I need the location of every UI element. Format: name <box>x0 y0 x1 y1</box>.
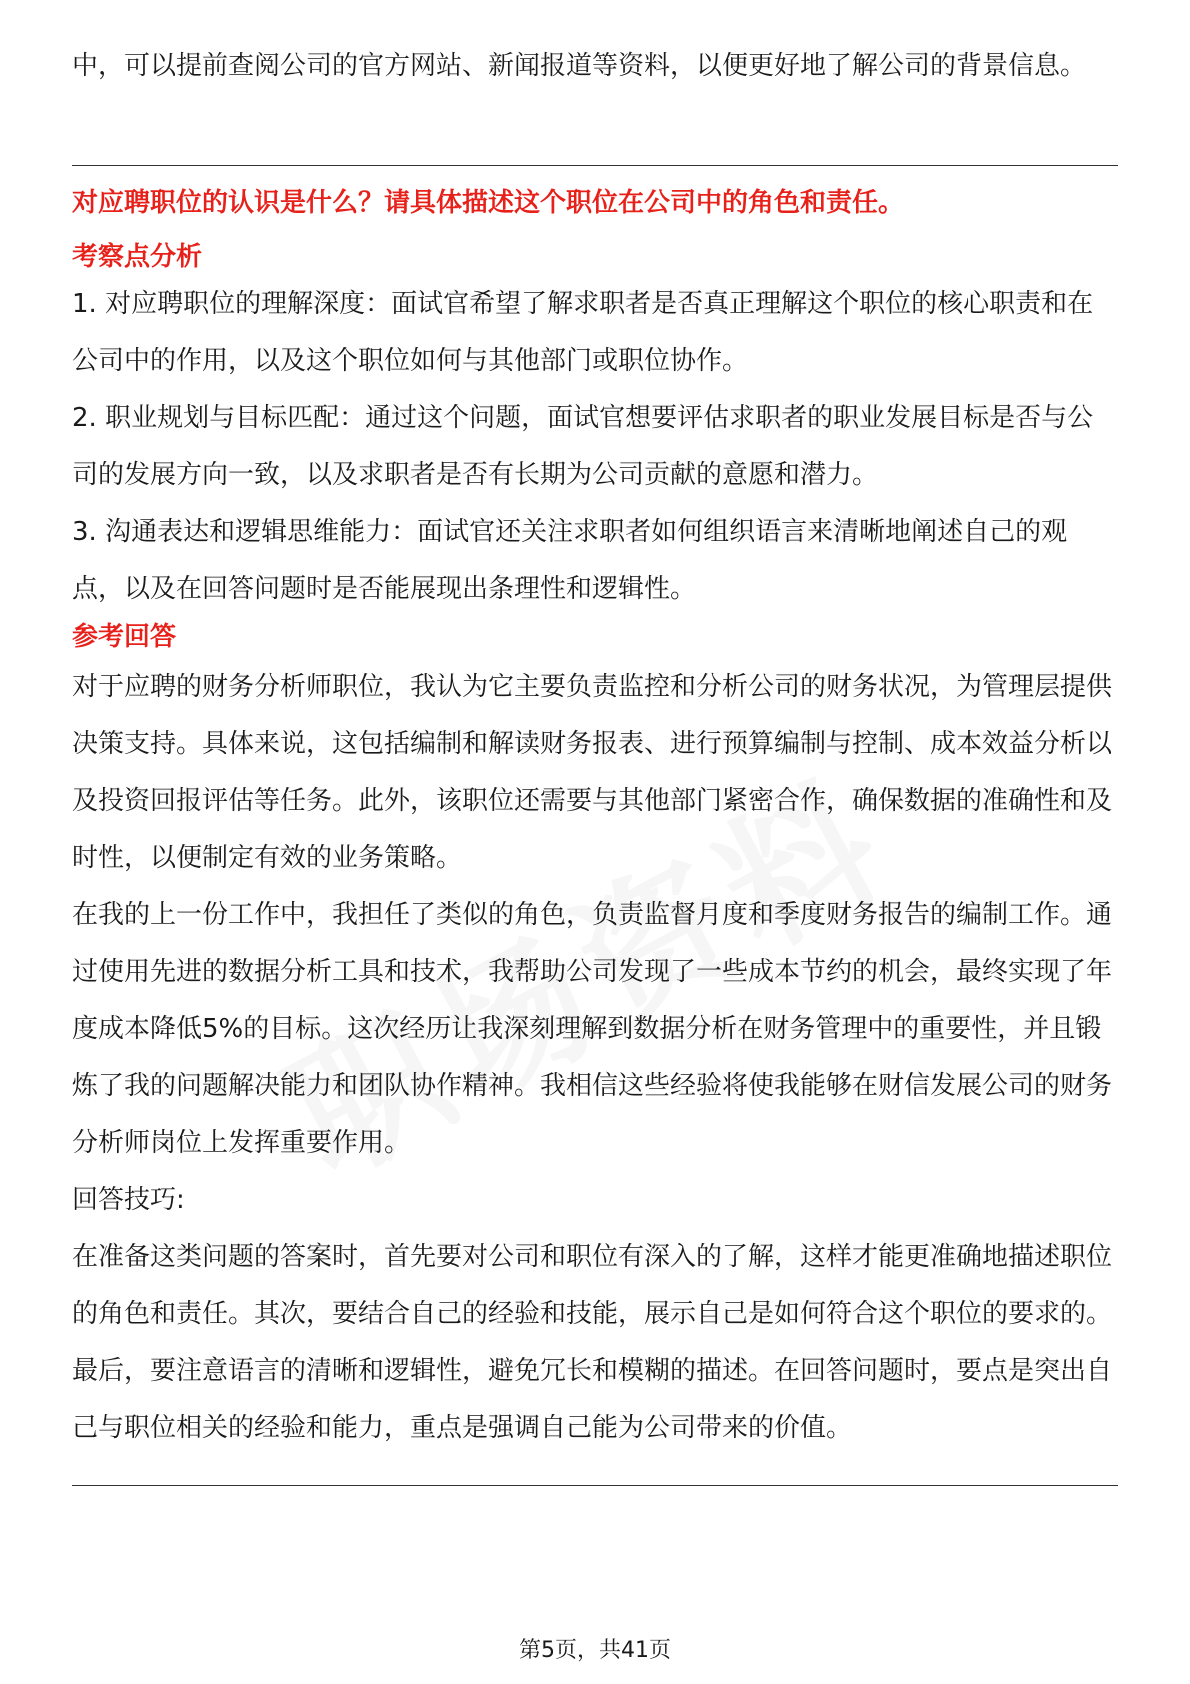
tips-text: 在准备这类问题的答案时，首先要对公司和职位有深入的了解，这样才能更准确地描述职位的角色和责任。其次，要结合自己的经验和技能，展示自己是如何符合这个职位的要求的。最后，要注意语言的清晰和逻辑性，避免冗长和模糊的描述。在回答问题时，要点是突出自己与职位相关的经验和能力，重点是强调自己能为公司带来的价值。 <box>72 1242 1113 1443</box>
answer-heading: 参考回答 <box>72 622 177 652</box>
top-divider <box>72 165 1118 166</box>
analysis-item-1: 1. 对应聘职位的理解深度：面试官希望了解求职者是否真正理解这个职位的核心职责和在公司中的作用，以及这个职位如何与其他部门或职位协作。 <box>72 289 1094 376</box>
analysis-list <box>72 276 1118 618</box>
bottom-divider <box>72 1485 1118 1486</box>
intro-section <box>72 38 1118 95</box>
page-number: 第5页，共41页 <box>519 1638 671 1663</box>
question-section <box>72 183 1118 223</box>
analysis-item-2: 2. 职业规划与目标匹配：通过这个问题，面试官想要评估求职者的职业发展目标是否与公司的发展方向一致，以及求职者是否有长期为公司贡献的意愿和潜力。 <box>72 403 1094 490</box>
analysis-heading: 考察点分析 <box>72 242 203 272</box>
tips-heading: 回答技巧: <box>72 1185 185 1215</box>
answer-section <box>72 617 1118 657</box>
intro-text: 中，可以提前查阅公司的官方网站、新闻报道等资料，以便更好地了解公司的背景信息。 <box>72 51 1087 81</box>
answer-body <box>72 659 1118 1457</box>
question-title: 对应聘职位的认识是什么？请具体描述这个职位在公司中的角色和责任。 <box>72 188 905 218</box>
analysis-item-3: 3. 沟通表达和逻辑思维能力：面试官还关注求职者如何组织语言来清晰地阐述自己的观点，以及在回答问题时是否能展现出条理性和逻辑性。 <box>72 517 1068 604</box>
analysis-section <box>72 237 1118 277</box>
answer-paragraph-2: 在我的上一份工作中，我担任了类似的角色，负责监督月度和季度财务报告的编制工作。通过使用先进的数据分析工具和技术，我帮助公司发现了一些成本节约的机会，最终实现了年度成本降低5%的目标。这次经历让我深刻理解到数据分析在财务管理中的重要性，并且锻炼了我的问题解决能力和团队协作精神。我相信这些经验将使我能够在财信发展公司的财务分析师岗位上发挥重要作用。 <box>72 900 1113 1158</box>
answer-paragraph-1: 对于应聘的财务分析师职位，我认为它主要负责监控和分析公司的财务状况，为管理层提供决策支持。具体来说，这包括编制和解读财务报表、进行预算编制与控制、成本效益分析以及投资回报评估等任务。此外，该职位还需要与其他部门紧密合作，确保数据的准确性和及时性，以便制定有效的业务策略。 <box>72 672 1113 873</box>
